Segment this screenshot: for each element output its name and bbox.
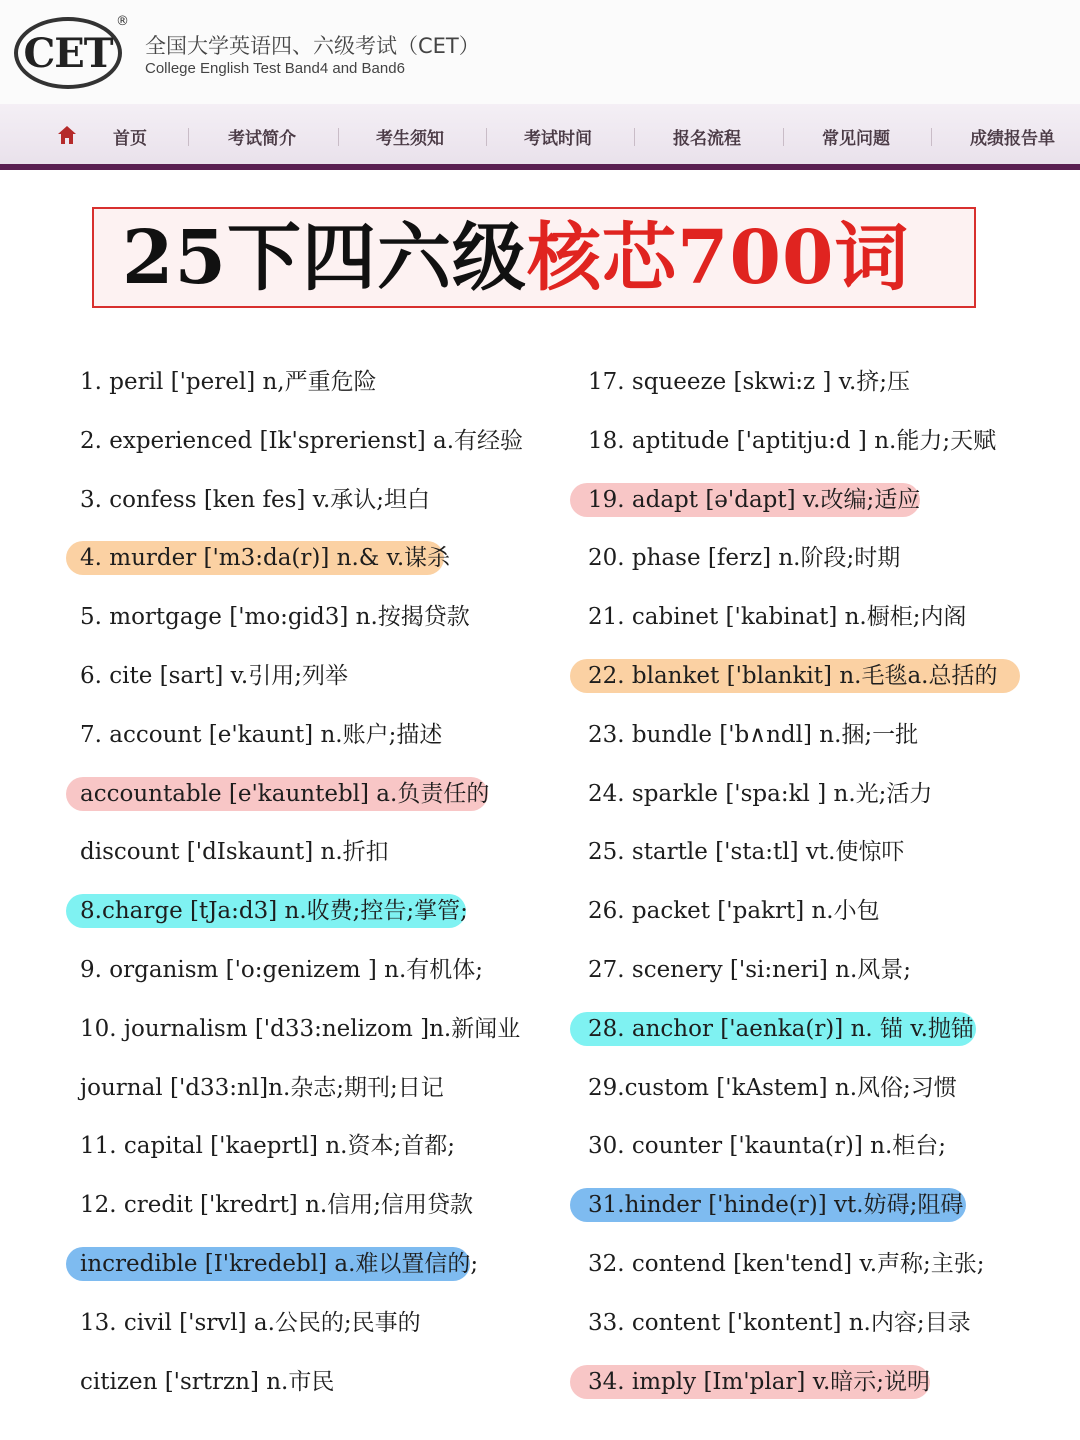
vocab-entry: 23. bundle ['b∧ndl] n.捆;一批 [588, 721, 919, 748]
banner-title [122, 210, 909, 306]
vocab-entry: 18. aptitude ['aptitju:d ] n.能力;天赋 [588, 427, 997, 454]
vocab-entry: 20. phase [ferz] n.阶段;时期 [588, 545, 901, 572]
site-title-en: College English Test Band4 and Band6 [145, 60, 405, 77]
vocab-entry: 7. account [e'kaunt] n.账户;描述 [80, 721, 443, 748]
nav-separator [634, 128, 635, 146]
nav-item-intro[interactable]: 考试简介 [228, 129, 296, 149]
vocab-entry: 6. cite [sart] v.引用;列举 [80, 663, 348, 689]
vocab-entry: 31.hinder ['hinde(r)] vt.妨碍;阻碍 [588, 1192, 964, 1219]
vocab-entry: 21. cabinet ['kabinat] n.橱柜;内阁 [588, 604, 967, 631]
banner-title-black: 25下四六级 [122, 215, 527, 301]
vocab-entry: accountable [e'kauntebl] a.负责任的 [80, 780, 490, 807]
vocab-entry: discount ['dIskaunt] n.折扣 [80, 839, 389, 866]
vocab-entry: 12. credit ['kredrt] n.信用;信用贷款 [80, 1192, 473, 1219]
logo-text: CET [23, 29, 113, 77]
vocab-entry: 28. anchor ['aenka(r)] n. 锚 v.抛锚 [588, 1015, 974, 1042]
vocab-entry: 30. counter ['kaunta(r)] n.柜台; [588, 1133, 947, 1160]
vocab-entry: 17. squeeze [skwi:z ] v.挤;压 [588, 369, 911, 395]
vocab-entry: 2. experienced [Ik'sprerienst] a.有经验 [80, 427, 524, 454]
nav-separator [783, 128, 784, 146]
vocab-entry: 3. confess [ken fes] v.承认;坦白 [80, 486, 431, 513]
vocab-entry: 26. packet ['pakrt] n.小包 [588, 898, 880, 925]
home-icon[interactable] [56, 124, 78, 146]
vocab-entry: 4. murder ['m3:da(r)] n.& v.谋杀 [80, 545, 451, 572]
cet-logo[interactable] [14, 17, 122, 89]
vocab-entry: 33. content ['kontent] n.内容;目录 [588, 1309, 971, 1336]
vocab-entry: 1. peril ['perel] n,严重危险 [80, 369, 377, 395]
vocab-entry: 13. civil ['srvl] a.公民的;民事的 [80, 1309, 421, 1336]
vocab-entry: 27. scenery ['si:neri] n.风景; [588, 957, 912, 983]
nav-item-score-report[interactable]: 成绩报告单 [970, 129, 1055, 149]
vocab-entry: 32. contend [ken'tend] v.声称;主张; [588, 1251, 985, 1277]
vocab-entry: 9. organism ['o:genizem ] n.有机体; [80, 957, 484, 983]
nav-separator [338, 128, 339, 146]
vocab-entry: 25. startle ['sta:tl] vt.使惊吓 [588, 839, 905, 866]
nav-item-home[interactable]: 首页 [113, 129, 147, 149]
vocab-entry: 24. sparkle ['spa:kl ] n.光;活力 [588, 780, 933, 807]
site-title-cn: 全国大学英语四、六级考试（CET） [145, 34, 480, 58]
nav-separator [188, 128, 189, 146]
vocab-entry: 29.custom ['kAstem] n.风俗;习惯 [588, 1074, 957, 1101]
vocab-entry: 11. capital ['kaeprtl] n.资本;首都; [80, 1133, 455, 1160]
nav-separator [486, 128, 487, 146]
nav-item-registration[interactable]: 报名流程 [673, 129, 741, 149]
vocab-entry: 19. adapt [ə'dapt] v.改编;适应 [588, 486, 921, 513]
vocab-entry: 34. imply [Im'plar] v.暗示;说明 [588, 1368, 931, 1395]
navbar-underline [0, 164, 1080, 170]
vocab-entry: 22. blanket ['blankit] n.毛毯a.总括的 [588, 663, 998, 689]
nav-item-faq[interactable]: 常见问题 [822, 129, 890, 149]
vocab-entry: 8.charge [tJa:d3] n.收费;控告;掌管; [80, 898, 468, 925]
nav-item-schedule[interactable]: 考试时间 [524, 129, 592, 149]
vocab-entry: journal ['d33:nl]n.杂志;期刊;日记 [80, 1074, 444, 1101]
vocab-entry: citizen ['srtrzn] n.市民 [80, 1368, 335, 1395]
registered-mark: ® [116, 14, 129, 29]
banner-title-red: 核芯700词 [526, 215, 910, 301]
vocab-entry: 10. journalism ['d33:nelizom ]n.新闻业 [80, 1015, 521, 1042]
vocab-entry: 5. mortgage ['mo:gid3] n.按揭贷款 [80, 604, 470, 631]
nav-separator [931, 128, 932, 146]
nav-item-notice[interactable]: 考生须知 [376, 129, 444, 149]
vocab-entry: incredible [I'kredebl] a.难以置信的; [80, 1251, 479, 1277]
